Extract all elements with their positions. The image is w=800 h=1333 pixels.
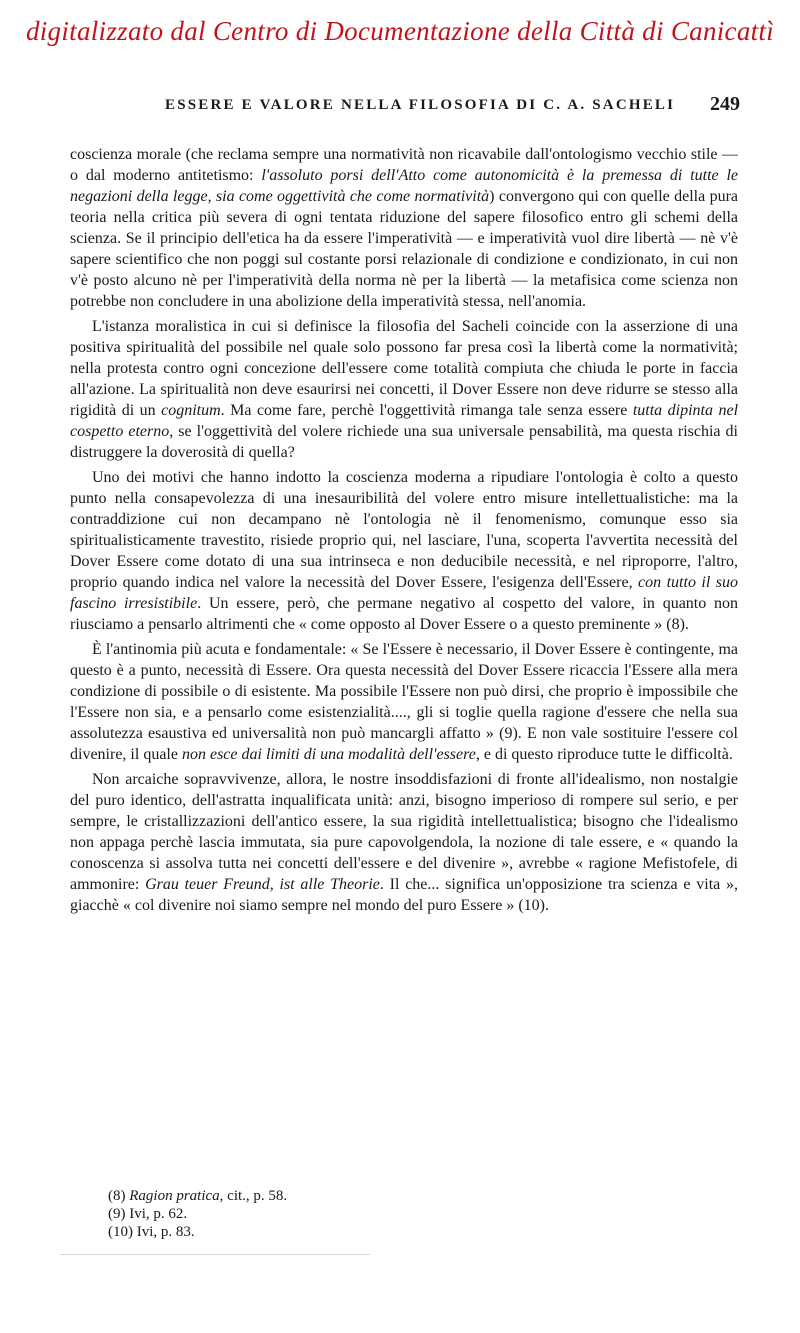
footnote-reference: , cit., p. 58.	[219, 1188, 288, 1204]
text-run: , se l'oggettività del volere richiede una sua universale pensabilità, ma questa rischia di distruggere la doverosità di quella?	[70, 423, 738, 461]
footnote-reference: Ivi, p. 62.	[129, 1206, 188, 1222]
text-run: . Il che... significa un'opposizione tra scienza e vita », giacchè « col divenire noi siamo sempre nel mondo del puro Essere » (10).	[70, 876, 739, 914]
text-run: Uno dei motivi che hanno indotto la coscienza moderna a ripudiare l'ontologia è colto a questo punto nella consapevolezza di una inesauribilità del volere entro misure intellettualistiche: ma la contraddizione cui non decampano nè l'ontologia nè il fenomenismo, comunque esso sia spiritualisticamente travestito, risiede proprio qui, nel lasciare, l'una, scoperta l'avvertita necessità del Dover Essere come dotato di una sua intrinseca e non deducibile necessità, e nel riproporre, l'altro, proprio quando indica nel valore la necessità del Dover Essere, l'esigenza dell'Essere,	[70, 469, 738, 591]
footnote-number: (8)	[108, 1188, 130, 1204]
footnote-number: (10)	[108, 1224, 137, 1240]
watermark-text: digitalizzato dal Centro di Documentazione della Città di Canicattì	[25, 16, 775, 46]
paragraph	[70, 639, 738, 765]
footnote-number: (9)	[108, 1206, 130, 1222]
text-run: Non arcaiche sopravvivenze, allora, le nostre insoddisfazioni di fronte all'idealismo, non nostalgie del puro identico, dell'astratta inqualificata unità: anzi, bisogno imperioso di romperе sul serio, e per sempre, le cristallizzazioni dell'antico essere, la sua rigidità intellettualistica; bisogno che l'idealismo non appaga perchè lascia immutata, sia pure capovolgendola, la nozione di tale essere, e « quando la conoscenza si assolva tutta nei concetti dell'essere e del divenire », avrebbe « ragione Mefistofele, di ammonire:	[70, 771, 739, 893]
footnote-title: Ragion pratica	[129, 1188, 220, 1204]
scan-edge-line	[60, 1254, 370, 1255]
footnote	[108, 1205, 287, 1223]
italic-phrase: Grau teuer Freund, ist alle Theorie	[145, 876, 380, 893]
text-run: coscienza morale (che reclama sempre una normatività non ricavabile dall'ontologismo vecchio stile — o dal moderno antitetismo:	[70, 146, 738, 184]
paragraph	[70, 467, 738, 635]
paragraph	[70, 316, 738, 463]
text-run: L'istanza moralistica in cui si definisce la filosofia del Sacheli coincide con la asserzione di una positiva spiritualità del possibile nel quale solo possono far presa così la libertà come la normatività; nella protesta contro ogni concezione dell'essere come totalità compiuta che chiuda le porte in faccia all'azione. La spiritualità non deve esaurirsi nei concetti, il Dover Essere non deve ridurre se stesso alla rigidità di un	[70, 318, 738, 419]
paragraph	[70, 769, 738, 916]
italic-phrase: l'assoluto porsi dell'Atto come autonomicità è la premessa di tutte le negazioni della legge, sia come oggettività che come normatività	[70, 167, 739, 205]
text-run: . Ma come fare, perchè l'oggettività rimanga tale senza essere	[220, 402, 633, 419]
running-head: ESSERE E VALORE NELLA FILOSOFIA DI C. A. SACHELI	[165, 97, 676, 113]
footnote	[108, 1223, 287, 1241]
body-text	[70, 144, 738, 920]
paragraph	[70, 144, 738, 312]
page-number: 249	[710, 93, 740, 115]
footnotes	[108, 1187, 287, 1241]
text-run: , e di questo riproduce tutte le difficoltà.	[475, 746, 733, 763]
footnote-reference: Ivi, p. 83.	[136, 1224, 195, 1240]
italic-phrase: tutta dipinta nel cospetto eterno	[70, 402, 739, 440]
italic-phrase: cognitum	[161, 402, 221, 419]
footnote	[108, 1187, 287, 1205]
text-run: . Un essere, però, che permane negativo al cospetto del valore, in quanto non riusciamo a pensarlo altrimenti che « come opposto al Dover Essere o a questo preminente » (8).	[70, 595, 739, 633]
text-run: È l'antinomia più acuta e fondamentale: « Se l'Essere è necessario, il Dover Essere è contingente, ma questo è a punto, necessità di Essere. Ora questa necessità del Dover Essere ricaccia l'Essere alla mera condizione di possibile o di esistente. Ma possibile l'Essere non può dirsi, che proprio è impossibile che l'Essere non sia, e a pensarlo come esistenzialità...., gli si toglie quella ragione d'essere che nella sua assolutezza esaustiva ed universalità non può mancargli affatto » (9). E non vale sostituire l'essere col divenire, il quale	[70, 641, 738, 763]
italic-phrase: con tutto il suo fascino irresistibile	[70, 574, 738, 612]
page-header	[70, 93, 740, 121]
italic-phrase: non esce dai limiti di una modalità dell'essere	[181, 746, 476, 763]
text-run: ) convergono qui con quelle della pura teoria nella critica più severa di ogni tentata riduzione del sapere filosofico entro gli schemi della scienza. Se il principio dell'etica ha da essere l'imperatività — e imperatività vuol dire libertà — nè v'è sapere scientifico che non poggi sul costante porsi relazionale di condizione e condizionato, in cui non v'è posto alcuno nè per l'imperatività della norma nè per la libertà — la metafisica come scienza non potrebbe non concludere in una abolizione della imperatività stessa, nell'anomia.	[70, 188, 738, 310]
